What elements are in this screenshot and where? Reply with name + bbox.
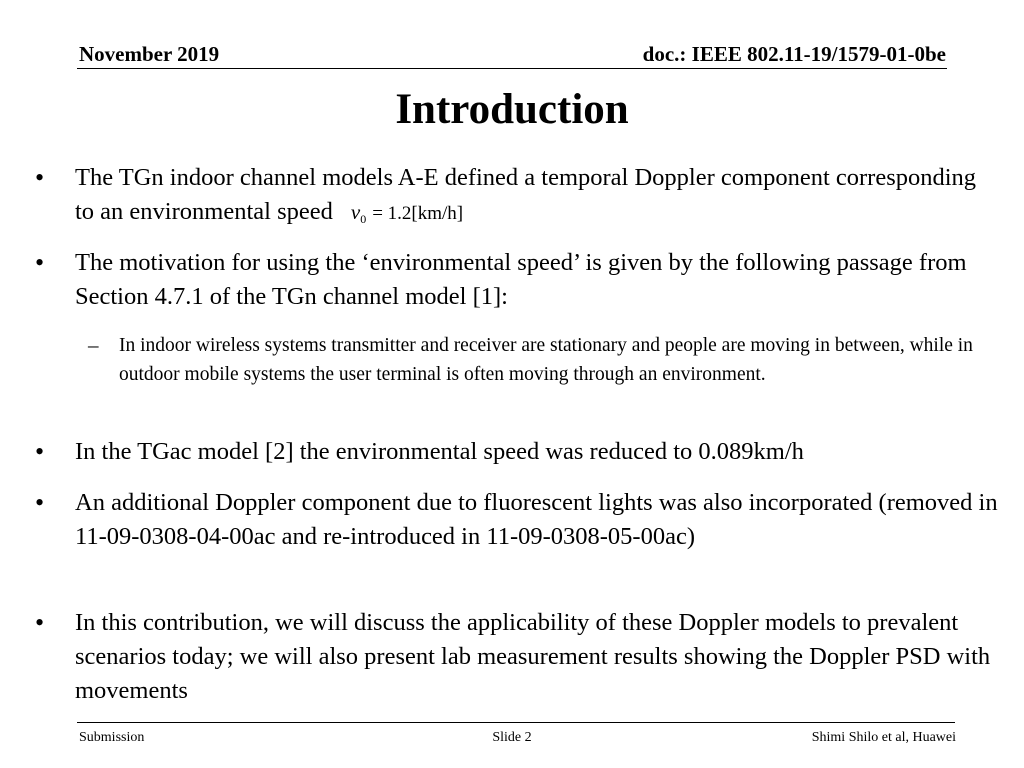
bullet-marker: • bbox=[35, 437, 45, 466]
formula-subscript: 0 bbox=[360, 212, 367, 226]
footer-divider bbox=[77, 722, 955, 723]
header-date: November 2019 bbox=[79, 42, 220, 66]
sub-bullet-marker: – bbox=[88, 333, 99, 357]
bullet-3: In the TGac model [2] the environmental speed was reduced to 0.089km/h bbox=[75, 438, 804, 465]
header-doc-id: doc.: IEEE 802.11-19/1579-01-0be bbox=[642, 42, 946, 66]
bullet-marker: • bbox=[35, 608, 45, 637]
bullet-5: In this contribution, we will discuss the applicability of these Doppler models to prevalent scenarios today; we will also present lab measurement results showing the Doppler PSD with movements bbox=[75, 609, 991, 704]
header-divider bbox=[77, 68, 947, 69]
bullet-marker: • bbox=[35, 163, 45, 192]
formula-variable: v bbox=[350, 200, 361, 224]
bullet-2: The motivation for using the ‘environmental speed’ is given by the following passage from Section 4.7.1 of the TGn channel model [1]: bbox=[75, 249, 967, 310]
footer-author: Shimi Shilo et al, Huawei bbox=[811, 730, 956, 745]
sub-bullet-quote: In indoor wireless systems transmitter and receiver are stationary and people are moving in between, while in outdoor mobile systems the user terminal is often moving through an environment. bbox=[119, 335, 973, 385]
bullet-marker: • bbox=[35, 488, 45, 517]
footer-slide-number: Slide 2 bbox=[492, 730, 532, 745]
speed-formula bbox=[350, 200, 464, 226]
slide-title: Introduction bbox=[395, 86, 629, 133]
bullet-1-text: The TGn indoor channel models A-E defined a temporal Doppler component corresponding to an environmental speed bbox=[75, 164, 977, 225]
formula-value: = 1.2[km/h] bbox=[372, 203, 464, 224]
bullet-marker: • bbox=[35, 248, 45, 277]
bullet-4: An additional Doppler component due to fluorescent lights was also incorporated (removed in 11-09-0308-04-00ac and re-introduced in 11-09-0308-05-00ac) bbox=[75, 489, 998, 550]
bullet-1 bbox=[75, 161, 1000, 236]
footer-submission: Submission bbox=[79, 730, 145, 745]
